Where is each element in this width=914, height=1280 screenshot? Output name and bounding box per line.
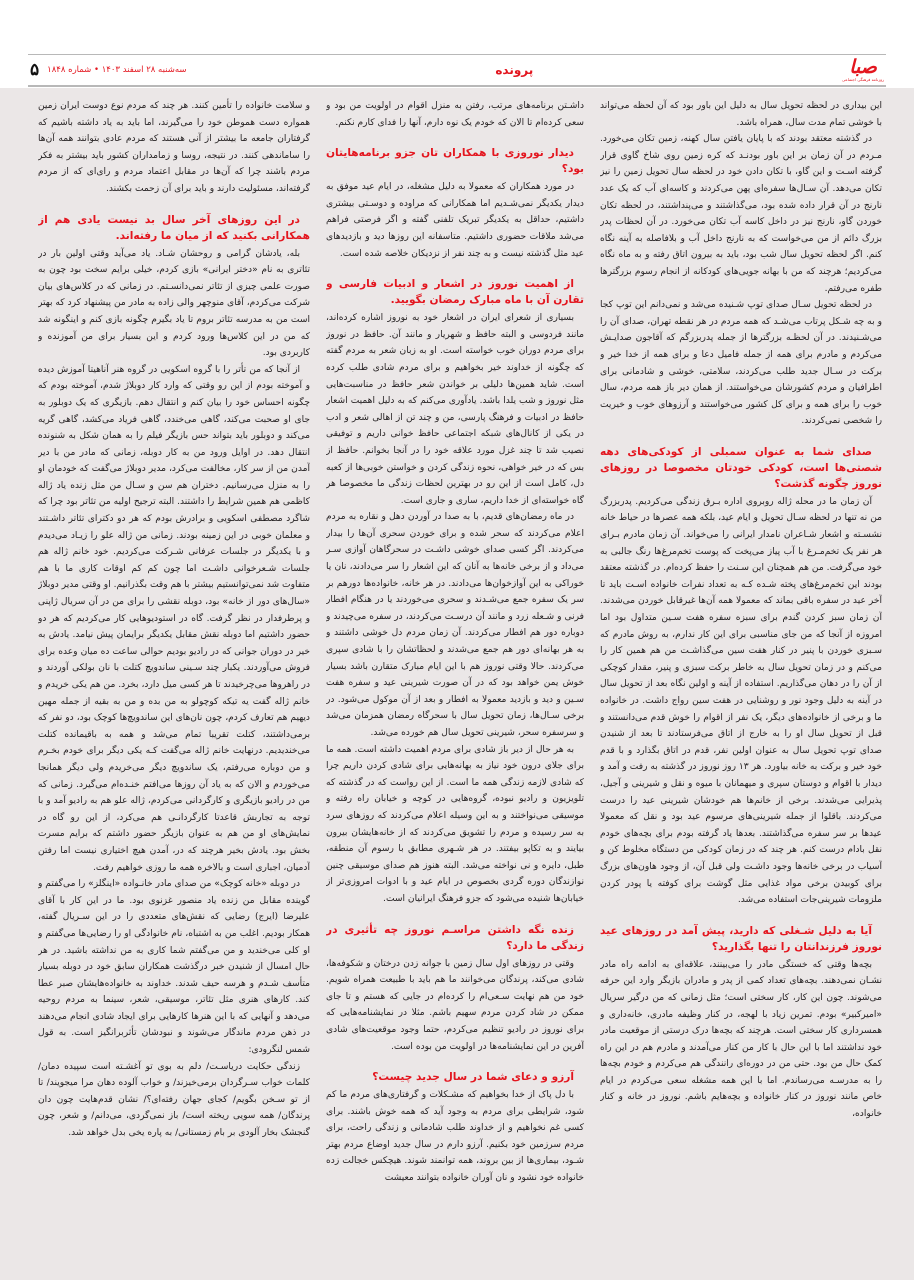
interview-question-heading: در این روزهای آخر سال بد نیست یادی هم از همکارانی بکنید که از میان ما رفته‌اند. [38, 213, 310, 242]
article-columns [38, 98, 882, 1258]
article-paragraph: آن زمان ما در محله ژاله روبروی اداره بـرق زندگی می‌کردیم. پدربزرگ من نه تنها در لحظه سـال تحویل و ایام عید، بلکه همه عصرها در حیاط خانه نشسـته و اشعار شـاعران نامدار ایرانی را می‌خواند. آن زمان مادرم بـرای هر نفر یک تخم‌مـرغ با آب پیاز می‌پخت که پوست تخم‌مرغ‌ها رنگ جالبی به خود می‌گرفت. من هم همچنان این سـنت را حفظ کرده‌ام. در گذشته معتقد بودند این تخم‌مرغ‌های پخته شـده کـه به تعداد نفرات خانواده اسـت باید تا آخر عید در سفره باقی بماند که معمولا همه آن‌ها غیرقابل خوردن می‌شدند. آن زمان سبز کردن گندم برای سبزه سفره هفت سـین متداول بود اما امروزه از آنجا که من جای مناسبی برای این کار ندارم، به روش مادرم که سـبزی خوردن با پنیر در کنار هفت سین می‌گذاشـت من هم همین کار را می‌کنم و در زمان تحویل سال به خاطر برکت سبزی و پنیر، مقدار کوچکی از آن را در دهان می‌گذاریم. استفاده از آینه و اولین نگاه بعد از تحویل سال در آینه به دلیل وجود نور و روشنایی در هفت سین رواج داشت. در خانواده ما و برخی از خانواده‌های دیگر، یک نفر از اقوام را خوش قدم می‌دانستند و قبل از تحویل سال او را به خارج از اتاق می‌فرستادند تا بعد از شنیدن صدای توپ تحویل سال به عنوان اولین نفر، قدم در اتاق بگذارد و با قدم خود خیر و برکت به خانه بیاورد. هر ۱۳ روز نوروز در گذشته به رفت و آمد و دیدار با اقوام و دوستان سپری و میهمانان با میوه و نقل و شیرینی و آجیل، پذیرایی می‌شدند. برخی از خانم‌ها هم خودشان شیرینی عید را درست می‌کردند. باقلوا از جمله شیرینی‌های مرسوم عید بود و نقل که معمولا عیدها بر سر سفره می‌گذاشتند. بعدها یاد گرفته بودم برای بچه‌های خودم نقل بادام درست کنم. هر چند که در زمان کودکی من دستگاه مخلوط کن و آسیاب در برخی خانه‌ها وجود داشـت ولی قبل آن، از وجود هاون‌های بزرگ برای کوبیدن برخی مواد غذایی مثل گوشت برای کوفته یا پودر کردن ملزومات شیرینی‌جات استفاده می‌شد. [600, 496, 882, 906]
logo-tagline: روزنامه فرهنگی اجتماعی [842, 77, 884, 82]
article-paragraph: داشـتن برنامه‌های مرتب، رفتن به منزل اقوام در اولویت من بود و سعی کرده‌ام تا الان که خودم یک نوه دارم، آنها را فدای کارم نکنم. [326, 101, 584, 128]
issue-block [30, 60, 187, 80]
article-paragraph: این بیداری در لحظه تحویل سال به دلیل این باور بود که آن لحظه می‌تواند با خوشی تمام مدت سال، همراه باشد. [600, 101, 882, 128]
column-left [38, 98, 310, 1258]
article-paragraph: در ماه رمضان‌های قدیم، با به صدا در آوردن دهل و نقاره به مردم اعلام می‌کردند که سحر شده و برای خوردن سحری آن‌ها را بیدار می‌کردند. اگر کسی صدای خوشی داشـت در سحرگاهان آوازی سـر می‌داد و از برخی خانه‌ها به آنان که این اشعار را سر می‌دادند، نان یا خوراکی به این آوازخوان‌ها می‌دادند. در هر خانه، خانواده‌ها دورهم بر سر یک سفره جمع می‌شـدند و سحری می‌خوردند یا در هنگام افطار فرنی و شـعله زرد و مانند آن درسـت می‌کردند، در سفره می‌چیدند و دوباره دور هم افطار می‌کردند. آن زمان مردم دل خوشی داشتند و به هر بهانه‌ای دور هم جمع می‌شدند و لحظاتشان را با شادی سپری می‌کردند. حالا وقتی نوروز هم با این ایام مبارک متقارن باشد بسیار خوش یمن خواهد بود که در آن صورت شیرینی عید و سفره هفت سـین و دید و بازدید معمولا به افطار و بعد از آن موکول می‌شود. در برخی سـال‌ها، زمان تحویل سال با سحرگاه رمضان همزمان می‌شد و سرسفره سحر، شیرینی تحویل سال هم خورده می‌شد. [326, 512, 584, 738]
page-number: ۵ [30, 60, 40, 80]
article-paragraph: به هر حال از دیر باز شادی برای مردم اهمیت داشته است. همه ما برای جلای درون خود نیاز به بهانه‌هایی برای شادی کردن داریم چرا که شادی لازمه زندگی همه ما است. از این رواست که در گذشته که تلویزیون و رادیو نبوده، گروه‌هایی در کوچه و خیابان راه رفته و موسیقی می‌نواختند و به این وسیله اعلام می‌کردند که روزهای سرد به سر رسیده و مردم را تشویق می‌کردند که از خانه‌هایشان بیرون بیایند و به تکاپو بیفتند. در هر شـهری مطابق با رسوم آن منطقه، طبل، دایره و نی نواخته می‌شد. البته هنوز هم صدای موسیقی چنین نوازندگان دوره گردی بخصوص در ایام عید و با ادوات امروزی‌تر از خیابان‌ها شنیده می‌شود که جزو فرهنگ ایرانیان است. [326, 744, 584, 904]
article-paragraph: در مورد همکاران که معمولا به دلیل مشغله، در ایام عید موفق به دیدار یکدیگر نمی‌شـدیم اما همکارانی که مراوده و دوسـتی بیشتری داشتیم، حداقل به یکدیگر تبریک تلفنی گفته و اگر فرصتی فراهم می‌شد ملاقات حضوری داشتیم. متاسفانه این روزها دید و بازدیدهای عید مثل گذشته نیست و به چند نفر از نزدیکان خلاصه شده است. [326, 182, 584, 259]
logo-wordmark: صبا [849, 56, 877, 78]
interview-question-heading: دیدار نوروزی با همکاران تان جزو برنامه‌هایتان بود؟ [326, 147, 584, 176]
top-margin [0, 0, 914, 52]
article-paragraph: زندگی حکایت دریاسـت/ دلم به بوی تو آغشـته است سپیده دمان/ کلمات خواب سـرگردان برمی‌خیزند/ و خواب آلوده دهان مرا میجویند/ تا از تو سـخن بگویم/ کجای جهان رفته‌ای؟/ نشان قدم‌هایت چون دان پرندگان/ همه سویی ریخته است/ باز نمی‌گردی، می‌دانم/ و شعر، چون گنجشک بخار آلودی بر بام زمستانی/ به پاره یخی بدل خواهد شد. [38, 1061, 310, 1139]
article-paragraph: و سلامت خانواده را تأمین کنند. هر چند که مردم نوع دوست ایران زمین همواره دست هموطن خود را می‌گیرند، اما باید به یاد داشته باشیم که گرفتاران جامعه ما بیشتر از آنی هستند که مردم عادی بتوانند همه آن‌ها را ساماندهی کنند. در نتیجه، روسا و زمامداران کشور باید بیشتر به فکر مردم باشند چرا که آن‌ها در مقابل اعتماد مردم و رای‌ای که از مردم گرفته‌اند، مسئولیت دارند و باید برای آن زحمت بکشند. [38, 101, 310, 194]
article-paragraph: وقتی در روزهای اول سال زمین با جوانه زدن درختان و شکوفه‌ها، شادی می‌کند، پرندگان می‌خوانند ما هم باید با طبیعت همراه شویم. خود من هم نهایت سـعی‌ام را کرده‌ام در جایی که هستم و تا جای ممکن در شاد کردن مردم سهیم باشم. مثلا در نمایشنامه‌هایی که برای نوروز در رادیو تنظیم می‌کردم، حتما وجود موقعیت‌های شادی آفرین در این نمایشنامه‌ها در اولویت من بوده است. [326, 958, 584, 1052]
issue-date-number: سه‌شنبه ۲۸ اسفند ۱۴۰۳ • شماره ۱۸۴۸ [47, 65, 187, 75]
column-right [600, 98, 882, 1258]
interview-question-heading: آرزو و دعای شما در سال جدید چیست؟ [372, 1071, 574, 1084]
article-paragraph: در لحظه تحویل سـال صدای توپ شـنیده می‌شد و نمی‌دانم این توپ کجا و به چه شـکل پرتاب می‌شـد که همه مردم در هر نقطه تهران، صدای آن را می‌شـنیدند. در آن لحظـه بزرگترها از جمله پدربزرگم که آقاجون صدایـش می‌کردم و مادرم برای همه از جمله فامیل دعا و برای همه از خدا خیر و برکت در سـال جدید طلب می‌کردند، سلامتی، خوشی و شادمانی برای اطرافیان و مردم کشورشان می‌خواستند. از همان دیر باز همه مردم، سال خوب را برای همه و برای کل کشور می‌خواستند و آرزوهای خوب و خیریت را شخصی نمی‌کردند. [600, 300, 882, 427]
page-header [28, 54, 886, 87]
article-paragraph: بسیاری از شعرای ایران در اشعار خود به نوروز اشاره کرده‌اند، مانند فردوسی و البته حافظ و شهریار و مانند آن. حافظ در نوروز برای مردم دوران خوب خواسته است. او به زبان شعر به مردم گفته که چگونه از خداوند خیر بخواهیم و برای مردم شادی طلب کرده است. شاید همین‌ها دلیلی بر خواندن شعر حافظ در مناسبت‌هایی مثل نوروز و شب یلدا باشد. یادآوری می‌کنم که به دلیل اهمیت اشعار حافظ در ادبیات و فرهنگ پارسی، من و چند تن از اهالی شعر و ادب در یکی از کانال‌های شبکه اجتماعی حافظ خوانی داریم و توفیقی نصیب شد تا چند غزل مورد علاقه خود را در آنجا بخوانم. حافظ از بس که در خیر خواهی، نحوه زندگی کردن و خواستن خوبی‌ها از کعبه دل، کامل است از این رو در بهترین لحظات زندگی ما مخصوصا هر گاه خواسته‌ای از خدا داریم، ساری و جاری است. [326, 313, 584, 506]
newspaper-logo [842, 58, 884, 82]
interview-question-heading: زنده نگه داشتن مراسـم نوروز چه تأثیری در زندگی ما دارد؟ [326, 923, 584, 952]
column-middle [326, 98, 584, 1258]
interview-question-heading: از اهمیت نوروز در اشعار و ادبیات فارسی و تقارن آن با ماه مبارک رمضان بگویید. [326, 278, 584, 307]
article-paragraph: در گذشته معتقد بودند که با پایان یافتن سال کهنه، زمین تکان می‌خورد. مـردم در آن زمان بر این باور بودنـد که کره زمین روی شاخ گاوی قرار گرفته اسـت و این گاو، با تکان دادن خود در لحظه سال تحویل زمین را نیز تکان می‌دهد. آن سـال‌ها سفره‌ای پهن می‌کردند و کاسه‌ای آب که یک عدد نارنج در آن قرار داده شده بود، می‌گذاشتند و می‌پنداشتند، در لحظه تکان خوردن گاو، نارنج نیز در داخل کاسه آب تکان می‌خورد. در آن لحظات پدر بزرگ دائم از من می‌خواست که به نارنج داخل آب و بلافاصله به آینه نگاه کنم. اگر لحظه تحویل سال شب بود، باید به بیرون اتاق رفته و به ماه نگاه می‌کردیم؛ هرچند که من با بهانه جویی‌های کودکانه از انجام رسوم بزرگترها طفره می‌رفتم. [600, 134, 882, 294]
article-paragraph: در دوبله «خانه کوچک» من صدای مادر خانـواده «اینگلز» را می‌گفتم و گوینده مقابل من زنده یاد منصور غزنوی بود. ما در این کار با آقای علیرضا (ایرج) رضایی که نقش‌های متعددی را در این سـریال گفته، همکار بودیم. اغلب من به اشتباه، نام خانوادگی او را رضایی‌ها می‌گفتم و او کلی می‌خندید و من می‌گفتم شما کاری به من نداشته باشید. در هر حال امسال از شنیدن خبر درگذشت همکاران سابق خود در دوبله بسیار متأسف شـدم و هرسه حیف شدند. خداوند به خانواده‌هایشان صبر عطا کند. کارهای هنری مثل تئاتر، موسیقی، شعر، سینما به مردم روحیه می‌دهد و آنهایی که با این هنرها کارهایی برای ایجاد شادی انجام می‌دهند در ذهن مردم ماندگار می‌شوند و نبودشان تأثربرانگیز است. به قول شمس لنگرودی: [38, 879, 310, 1056]
article-paragraph: از آنجا که من تأتر را با گروه اسکویی در گروه هنر آناهیتا آموزش دیده و آموخته بودم از این رو وقتی که وارد کار دوبلاژ شدم، آموخته بودم که چگونه احساس خود را بیان کنم و انتقال دهم. بازیگری که یک دوبلور به جای او صحبت می‌کند، گاهی می‌خندد، گاهی فریاد می‌کشد، گاهی گریه می‌کند و دوبلور باید بتواند حس بازیگر فیلم را به همان شکل به شنونده انتقال دهد. در اوایل ورود من به کار دوبله، زمانی که مادر من با دیر آمدن من از سر کار، مخالفت می‌کرد، مدیر دوبلاژ می‌گفت که خودمان او را به منزل می‌رسانیم. دختران هم سن و سـال من مثل زنده یاد ژاله کاظمی هم همین شرایط را داشتند. البته ترجیح اولیه من تئاتر بود چرا که شاگرد مصطفی اسکویی و برادرش بودم که هر دو دکترای تئاتر داشـتند و معلمان خوبی در این زمینه بودند. زمانی من ژاله علو را زیـاد می‌دیدم و با یکدیگر در جلسات عرفانی شـرکت می‌کردیم. خود خانم ژاله هم جلسات شـعرخوانی داشـت اما چون کم کم اوقات کاری ما با هم متفاوت شد نمی‌توانستیم بیشتر با هم وقت بگذرانیم. او وقتی مدیر دوبلاژ «سال‌های دور از خانه» بود، دوبله نقشی را برای من در آن سریال ژاپنی و پرطرفدار در نظر گرفت. گاه در استودیوهایی کار می‌کردیم که هر دو حضور داشتیم اما دوبله نقش مقابل یکدیگر برایمان پیش نیامد. یادش به خیر در دوران جوانی که در رادیو بودیم حوالی ساعت ده میان وعده برای فروش می‌آوردند. یکبار چند سـینی ساندویچ کتلت با نان بولکی آوردند و در راهروها می‌چرخیدند تا هر کسی میل دارد، بخرد. من هم یکی خریدم و خانم ژاله گفت یه تیکه کوچولو به من بده و من به بقیه از جمله مهین دیهیم هم تعارف کردم، چون نان‌های این ساندویچ‌ها کوچک بود، دو نفر که برمی‌داشتند، کتلت تقریبا تمام می‌شد و همه به باقیمانده کتلت می‌خندیدیم. درنهایت خانم ژاله می‌گفت کـه یکی دیگر برای خودم بخـرم و من دوباره می‌رفتم، یک ساندویچ دیگر می‌خریدم ولی دیگر همانجا می‌خوردم و الان که به یاد آن روزها می‌افتم خنـده‌ام می‌گیرد. زمانی که من در رادیو بازیگری و کارگردانی می‌کردم، ژاله علو هم به رادیو آمد و با توجه به تجاربش قاعدتا کارگردانـی هم می‌کرد، از این رو گاه در نمایش‌های او من هم به عنوان بازیگر حضور داشتم که برایم مسرت بخش بود. یادش بخیر هرچند که در، آمدن هیچ اختیاری نیست اما رفتن آدمیان، اجباری است و بالاخره همه ما روزی خواهیم رفت. [38, 364, 310, 873]
section-title: پرونده [495, 63, 534, 77]
article-paragraph: بله، یادشان گرامی و روحشان شـاد. یاد می‌آید وقتی اولین بار در تئاتری به نام «دختر ایرانی» بازی کردم، خیلی برایم سخت بود چون به صورت علمی چیزی از تئاتر نمی‌دانسـتم. در زمانی که در کلاس‌های بیان شرکت می‌کردم، آقای منوچهر والی زاده به مادر من پیشنهاد کرد که بهتر است من به مدرسه تئاتر بروم تا یاد بگیرم چگونه بازی کنم و اینگونه شد که من در این کلاس‌ها ورود کردم و این بسیار برای من آموزنده و کاربردی بود. [38, 248, 310, 359]
interview-question-heading: صدای شما به عنوان سمبلی از کودکی‌های دهه شصتی‌ها است، کودکی خودتان مخصوصا در روزهای نوروز چگونه گذشت؟ [600, 445, 882, 490]
article-paragraph: بچه‌ها وقتی که خستگی مادر را می‌بینند، علاقه‌ای به ادامه راه مادر نشـان نمی‌دهند. بچه‌های تعداد کمی از پدر و مادران بازیگر وارد این حرفه می‌شوند. چون این کار، کار سختی است؛ مثل زمانی که من درگیر سریال «امیرکبیر» بودم. تمرین زیاد با لهجه، در کنار وظیفه مادری، خانه‌داری و همسرداری کار سختی است. هرچند که بچه‌ها درک درستی از موقعیت مادر خود نداشتند اما با این حال با کار من کنار می‌آمدند و مادرم هم در این راه کمک حال من بود. حتی من در دوره‌ای رانندگی هم می‌کردم و خودم بچه‌ها را به مدرسـه می‌رساندم. اما با این همه مشغله سعی می‌کردم در ایام خاص مانند نوروز در کنار خانواده و بچه‌هایم باشم. نوروز در خانه و کنار خانواده، [600, 959, 882, 1120]
article-paragraph: با دل پاک از خدا بخواهیم که مشـکلات و گرفتاری‌های مردم ما کم شود، شرایطی برای مردم به وجود آید که همه خوش باشند. برای کسی غم نخواهیم و از خداوند طلب شادمانی و زندگی راحت، برای مردم سرزمین خود بکنیم. آرزو دارم در سال جدید اوضاع مردم بهتر شـود، بیماری‌ها از بین بروند، همه توانمند شوند. هیچکس خجالت زده خانواده خود نشود و نان آوران خانواده بتوانند معیشت [326, 1090, 584, 1184]
interview-question-heading: آیا به دلیل شـغلی که دارید، پیش آمد در روزهای عید نوروز فرزندانتان را تنها بگذارید؟ [600, 924, 882, 953]
